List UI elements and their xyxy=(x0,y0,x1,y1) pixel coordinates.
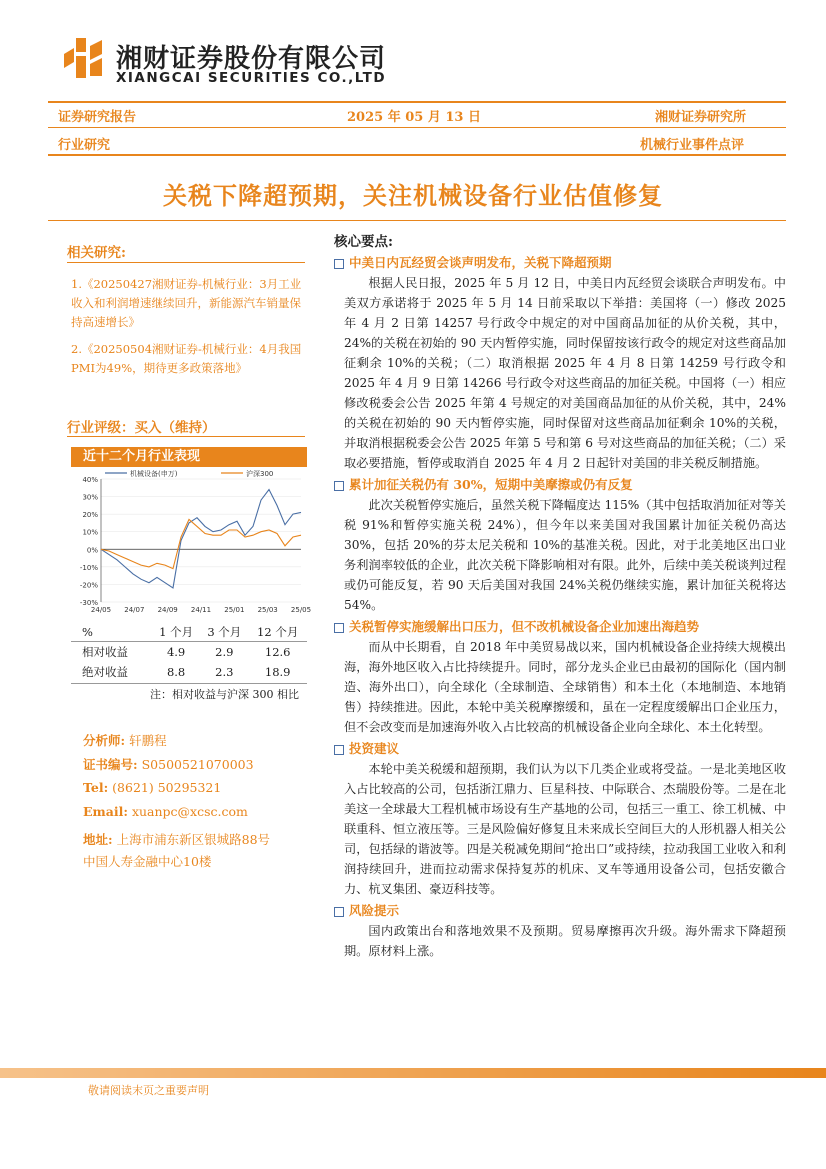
legend-label: 机械设备(申万) xyxy=(130,470,178,478)
x-tick-label: 24/07 xyxy=(124,606,145,614)
section-paragraph: 此次关税暂停实施后，虽然关税下降幅度达 115%（其中包括取消加征对等关税 91%和暂停实施关税 24%），但今年以来美国对我国累计加征关税仍高达 30%，包括 20%的芬太尼关税和 10%的基准关税。因此，对于北美地区出口业务利润率较低的企业，此次关税下降影响相对有限。此外，后续中美关税谈判过程或仍可能反复，若 90 天后美国对我国 24%关税仍继续实施，累计加征关税将达 54%。 xyxy=(344,498,786,612)
series-line xyxy=(101,490,301,588)
section-paragraph: 本轮中美关税缓和超预期，我们认为以下几类企业或将受益。一是北美地区收入占比较高的公司，包括浙江鼎力、巨星科技、中际联合、杰瑞股份等。二是在北美这一全球最大工程机械市场设有生产基地的公司，包括三一重工、徐工机械、中联重科、恒立液压等。三是风险偏好修复且未来成长空间巨大的人形机器人相关公司，包括绿的谐波等。四是关税减免期间“抢出口”或持续，拉动我国工业收入和利润持续回升，进而拉动需求保持复苏的机床、叉车等通用设备公司，包括安徽合力、杭叉集团、豪迈科技等。 xyxy=(344,762,786,896)
industry-performance-chart xyxy=(71,467,312,617)
section-paragraph: 国内政策出台和落地效果不及预期。贸易摩擦再次升级。海外需求下降超预期。原材料上涨。 xyxy=(344,924,786,958)
rating-rule xyxy=(67,436,305,437)
table-header-cell: 3 个月 xyxy=(207,625,242,639)
table-cell: 18.9 xyxy=(264,665,291,679)
table-top-rule xyxy=(71,641,307,642)
analyst-label: 分析师: xyxy=(83,733,126,748)
y-tick-label: -20% xyxy=(79,581,98,590)
table-bottom-rule xyxy=(71,683,307,684)
chart-title: 近十二个月行业表现 xyxy=(71,447,307,467)
table-row xyxy=(82,642,307,662)
header-bottom-rule xyxy=(48,154,786,156)
checkbox-icon xyxy=(334,623,344,633)
table-header-cell: % xyxy=(82,625,93,639)
footer-disclaimer[interactable]: 敬请阅读末页之重要声明 xyxy=(88,1084,209,1097)
y-tick-label: 40% xyxy=(82,476,98,484)
related-research-item[interactable]: 2.《20250504湘财证券-机械行业：4月我国PMI为49%，期待更多政策落地》 xyxy=(71,342,302,375)
x-tick-label: 25/03 xyxy=(257,606,278,614)
section-heading: 风险提示 xyxy=(334,901,786,919)
report-type: 证券研究报告 xyxy=(58,110,137,125)
legend-label: 沪深300 xyxy=(246,470,274,478)
address-block xyxy=(83,829,270,873)
section-heading: 投资建议 xyxy=(334,739,786,757)
checkbox-icon xyxy=(334,907,344,917)
industry-rating: 行业评级：买入（维持） xyxy=(67,420,216,436)
table-cell: 相对收益 xyxy=(82,645,128,659)
cert-label: 证书编号: xyxy=(83,756,138,772)
section-paragraph: 根据人民日报，2025 年 5 月 12 日，中美日内瓦经贸会谈联合声明发布。中美双方承诺将于 2025 年 5 月 14 日前采取以下举措：美国将（一）修改 2025 年 4 月 2 日第 14257 号行政令中规定的对中国商品加征的从价关税，其中，24%的关税在初始的 90 天内暂停实施，同时保留按该行政令的规定对这些商品加征剩余 10%的关税；（二）取消根据 2025 年 4 月 8 日第 14259 号行政令和 2025 年 4 月 9 日第 14266 号行政令对这些商品的加征关税。中国将（一）相应修改税委会公告 2025 年第 4 号规定的对美国商品加征的从价关税，其中，24%的关税在初始的 90 天内暂停实施，同时保留对这些商品加征剩余 10%的关税，并取消根据税委会公告 2025 年第 5 号和第 6 号对这些商品的加征关税；（二）采取必要措施，暂停或取消自 2025 年 4 月 2 日起针对美国的非关税反制措施。 xyxy=(344,276,786,470)
email-label: Email: xyxy=(83,803,128,819)
page-title: 关税下降超预期，关注机械设备行业估值修复 xyxy=(163,181,663,210)
y-tick-label: 20% xyxy=(82,511,98,520)
related-research-item[interactable]: 1.《20250427湘财证券-机械行业：3月工业收入和利润增速继续回升，新能源汽车销量保持高速增长》 xyxy=(71,277,302,329)
company-name-cn: 湘财证券股份有限公司 xyxy=(116,44,387,74)
analyst-block xyxy=(83,729,254,823)
performance-table xyxy=(82,622,307,682)
table-cell: 12.6 xyxy=(264,645,291,659)
address-line: 上海市浦东新区银城路88号 xyxy=(116,832,271,847)
related-research-heading: 相关研究: xyxy=(67,245,126,261)
y-tick-label: 0% xyxy=(86,546,98,555)
section-paragraph: 而从中长期看，自 2018 年中美贸易战以来，国内机械设备企业持续大规模出海，海外地区收入占比持续提升。同时，部分龙头企业已由最初的国际化（国内制造、海外出口），向全球化（全球制造、全球销售）和本土化（本地制造、本地销售）持续推进。因此，本轮中美关税摩擦缓和，虽在一定程度缓解出口企业压力，但不会改变而是加速海外收入占比较高的机械设备企业向全球化、本土化转型。 xyxy=(344,640,786,734)
header-mid-rule xyxy=(48,127,786,128)
section-heading: 关税暂停实施缓解出口压力，但不改机械设备企业加速出海趋势 xyxy=(334,617,786,635)
y-tick-label: -30% xyxy=(79,599,98,607)
cert-number: S0500521070003 xyxy=(141,756,254,772)
key-points-body xyxy=(334,253,786,961)
table-cell: 8.8 xyxy=(166,665,186,679)
y-tick-label: 10% xyxy=(82,528,98,537)
email-link[interactable]: xuanpc@xcsc.com xyxy=(131,803,248,819)
y-tick-label: 30% xyxy=(82,493,98,502)
table-cell: 2.3 xyxy=(215,665,234,679)
section-heading: 中美日内瓦经贸会谈声明发布，关税下降超预期 xyxy=(334,253,786,271)
address-line: 中国人寿金融中心10楼 xyxy=(83,854,212,869)
table-row xyxy=(82,662,307,682)
report-kind: 机械行业事件点评 xyxy=(640,138,745,153)
checkbox-icon xyxy=(334,259,344,269)
x-tick-label: 25/01 xyxy=(224,606,245,614)
series-line xyxy=(101,519,301,568)
company-logo-icon xyxy=(62,36,106,80)
table-header-cell: 1 个月 xyxy=(159,625,194,639)
related-heading-rule xyxy=(67,262,305,263)
table-cell: 绝对收益 xyxy=(82,665,128,679)
table-header-row xyxy=(82,622,307,642)
checkbox-icon xyxy=(334,481,344,491)
checkbox-icon xyxy=(334,745,344,755)
tel-number: (8621) 50295321 xyxy=(112,780,222,795)
section-heading: 累计加征关税仍有 30%，短期中美摩擦或仍有反复 xyxy=(334,475,786,493)
header-top-rule xyxy=(48,101,786,103)
table-cell: 2.9 xyxy=(215,645,234,659)
company-name-en: XIANGCAI SECURITIES CO.,LTD xyxy=(116,70,387,86)
tel-label: Tel: xyxy=(83,780,109,795)
footer-band xyxy=(0,1068,826,1078)
title-rule xyxy=(48,220,786,221)
key-points-title: 核心要点: xyxy=(334,234,393,250)
research-institute: 湘财证券研究所 xyxy=(655,110,747,125)
address-label: 地址: xyxy=(83,832,113,847)
table-header-cell: 12 个月 xyxy=(257,625,299,639)
analyst-name: 轩鹏程 xyxy=(129,733,167,748)
table-cell: 4.9 xyxy=(166,645,186,659)
x-tick-label: 24/11 xyxy=(190,606,212,614)
table-note: 注：相对收益与沪深 300 相比 xyxy=(150,688,299,701)
report-category: 行业研究 xyxy=(58,138,111,153)
y-tick-label: -10% xyxy=(79,563,98,572)
x-tick-label: 24/05 xyxy=(90,606,112,614)
report-date: 2025 年 05 月 13 日 xyxy=(347,110,481,125)
x-tick-label: 24/09 xyxy=(157,606,178,614)
x-tick-label: 25/05 xyxy=(290,606,312,614)
